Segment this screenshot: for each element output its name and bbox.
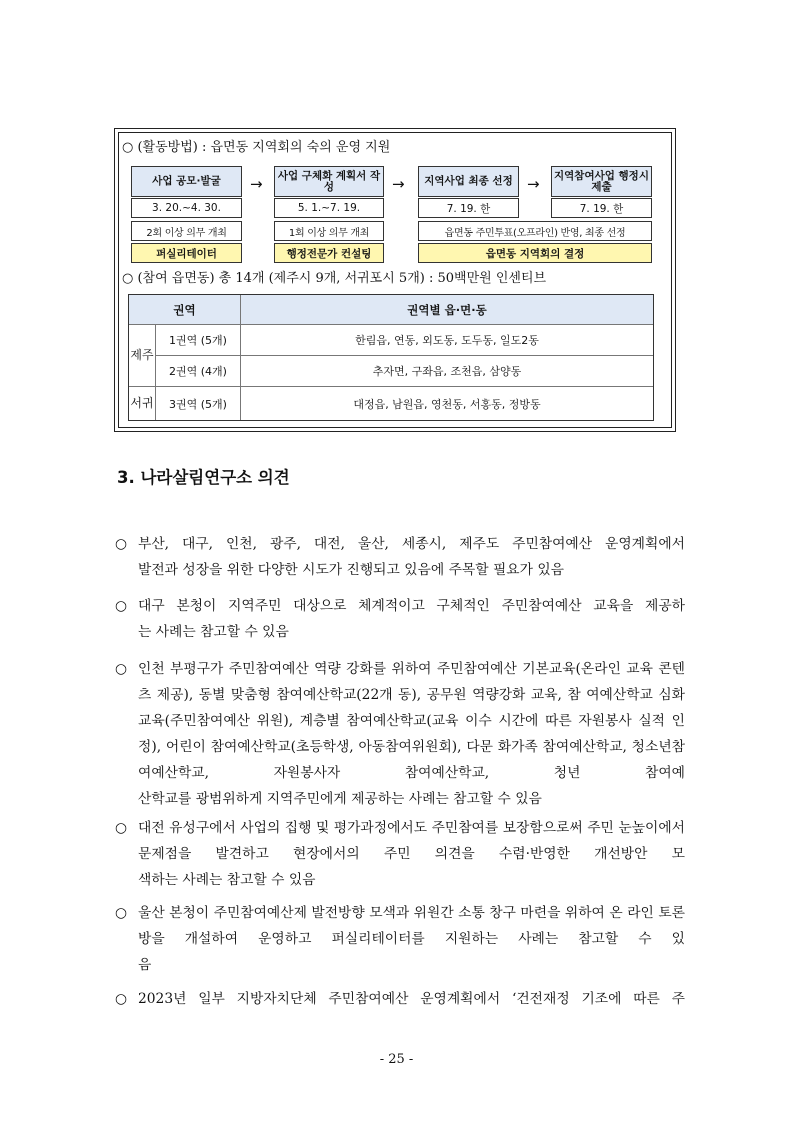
paragraph-line: 산학교를 광범위하게 지역주민에게 제공하는 사례는 참고할 수 있음 bbox=[138, 791, 542, 807]
role-decision: 읍면동 지역회의 결정 bbox=[418, 243, 652, 263]
stage-3-title: 지역사업 최종 선정 bbox=[418, 166, 519, 197]
stage-4-title: 지역참여사업 행정시 제출 bbox=[551, 166, 652, 197]
group-label-seogwi: 서귀 bbox=[129, 387, 156, 420]
bullet: ○ bbox=[115, 661, 128, 677]
paragraph-2 bbox=[115, 593, 685, 645]
stage-1-date: 3. 20.~4. 30. bbox=[131, 198, 242, 218]
stage-2-date: 5. 1.~7. 19. bbox=[274, 198, 384, 218]
table-header-zone: 권역 bbox=[129, 295, 241, 325]
participants-line: ○ (참여 읍면동) 총 14개 (제주시 9개, 서귀포시 5개) : 50백만원 인센티브 bbox=[122, 271, 547, 286]
table-header-areas: 권역별 읍·면·동 bbox=[241, 295, 653, 325]
paragraph-line: 음 bbox=[138, 957, 152, 973]
stage-3-date: 7. 19. 한 bbox=[418, 198, 519, 218]
paragraph-line: 는 사례는 참고할 수 있음 bbox=[138, 624, 289, 640]
paragraph-line: 부산, 대구, 인천, 광주, 대전, 울산, 세종시, 제주도 주민참여예산 운영계획에서 bbox=[138, 536, 685, 552]
paragraph-line: 눈높이에서 문제점을 발견하고 현장에서의 주민 의견을 수렴·반영한 개선방안 모 bbox=[138, 820, 686, 862]
group-label-jeju: 제주 bbox=[129, 325, 156, 387]
requirement-3: 읍면동 주민투표(오프라인) 반영, 최종 선정 bbox=[418, 221, 652, 241]
paragraph-line: 따른 자원봉사 실적 인정), 어린이 참여예산학교(초등학생, 아동참여위원회), 다문 bbox=[138, 713, 686, 755]
paragraph-line: 울산 본청이 주민참여예산제 발전방향 모색과 위원간 소통 창구 마련을 위하여 온 bbox=[138, 905, 623, 921]
arrow-2: → bbox=[392, 175, 405, 193]
paragraph-line: 여예산학교 심화교육(주민참여예산 위원), 계층별 참여예산학교(교육 이수 시간에 bbox=[138, 687, 685, 729]
paragraph-line: 화가족 참여예산학교, 청소년참여예산학교, 자원봉사자 참여예산학교, 청년 참여예 bbox=[138, 739, 685, 781]
paragraph-line: 색하는 사례는 참고할 수 있음 bbox=[138, 872, 316, 888]
requirement-2: 1회 이상 의무 개최 bbox=[274, 221, 384, 241]
stage-2-title: 사업 구체화 계획서 작성 bbox=[274, 166, 384, 197]
zone-2: 2권역 (4개) bbox=[156, 356, 241, 387]
paragraph-5 bbox=[115, 900, 685, 978]
paragraph-line: 2023년 일부 지방자치단체 주민참여예산 운영계획에서 ‘건전재정 기조에 따른 주 bbox=[138, 991, 685, 1007]
arrow-1: → bbox=[250, 175, 263, 193]
paragraph-line: 대구 본청이 지역주민 대상으로 체계적이고 구체적인 주민참여예산 교육을 제공하 bbox=[138, 598, 685, 614]
role-consulting: 행정전문가 컨설팅 bbox=[274, 243, 384, 263]
stage-1-title: 사업 공모·발굴 bbox=[131, 166, 242, 197]
arrow-3: → bbox=[527, 175, 540, 193]
paragraph-line: 교육 콘텐츠 제공), 동별 맞춤형 참여예산학교(22개 동), 공무원 역량강화 교육, 참 bbox=[138, 661, 685, 703]
zone-3: 3권역 (5개) bbox=[156, 387, 241, 420]
section-title: 3. 나라살림연구소 의견 bbox=[117, 468, 290, 487]
paragraph-6 bbox=[115, 986, 685, 1012]
zone-3-areas: 대정읍, 남원읍, 영천동, 서홍동, 정방동 bbox=[353, 397, 541, 411]
paragraph-line: 대전 유성구에서 사업의 집행 및 평가과정에서도 주민참여를 보장함으로써 주민 bbox=[138, 820, 614, 836]
bullet: ○ bbox=[115, 905, 128, 921]
zone-2-areas: 추자면, 구좌읍, 조천읍, 삼양동 bbox=[241, 356, 653, 387]
bullet: ○ bbox=[115, 991, 128, 1007]
bullet: ○ bbox=[115, 536, 128, 552]
paragraph-line: 발전과 성장을 위한 다양한 시도가 진행되고 있음에 주목할 필요가 있음 bbox=[138, 562, 564, 578]
role-facilitator: 퍼실리테이터 bbox=[131, 243, 242, 263]
page-number: - 25 - bbox=[379, 1052, 414, 1067]
paragraph-line: 라인 토론방을 개설하여 운영하고 퍼실리테이터를 지원하는 사례는 참고할 수 있 bbox=[138, 905, 686, 947]
paragraph-1 bbox=[115, 531, 685, 583]
paragraph-line: 인천 부평구가 주민참여예산 역량 강화를 위하여 주민참여예산 기본교육(온라인 bbox=[138, 661, 621, 677]
zone-1-areas: 한림읍, 연동, 외도동, 도두동, 일도2동 bbox=[241, 325, 653, 356]
requirement-1: 2회 이상 의무 개최 bbox=[131, 221, 242, 241]
bullet: ○ bbox=[115, 598, 128, 614]
zone-1: 1권역 (5개) bbox=[156, 325, 241, 356]
paragraph-4 bbox=[115, 815, 685, 893]
paragraph-3 bbox=[115, 656, 685, 812]
bullet: ○ bbox=[115, 820, 128, 836]
zone-table bbox=[128, 294, 654, 421]
method-line: ○ (활동방법) : 읍면동 지역회의 숙의 운영 지원 bbox=[122, 140, 391, 155]
stage-4-date: 7. 19. 한 bbox=[551, 198, 652, 218]
